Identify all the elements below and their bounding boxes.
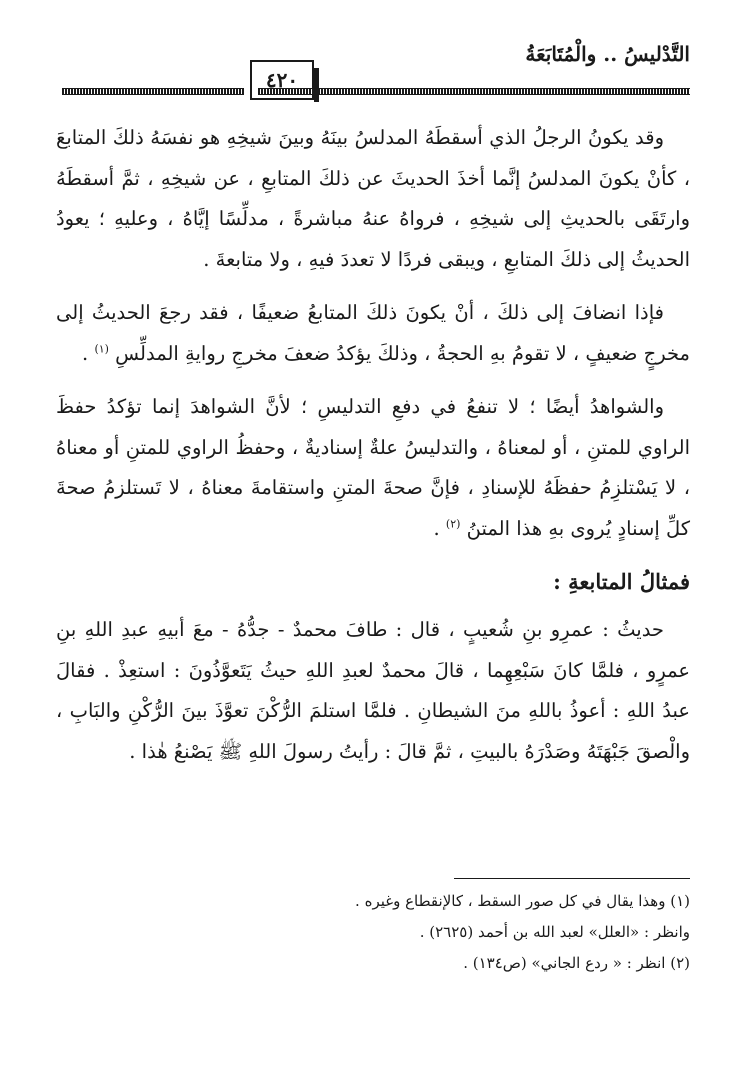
paragraph-3: والشواهدُ أيضًا ؛ لا تنفعُ في دفعِ التدليسِ ؛ لأنَّ الشواهدَ إنما تؤكدُ حفظَ الراوي للمتنِ ، أو لمعناهُ ، والتدليسُ علةٌ إسناديةٌ ، وحفظُ الراوي للمتنِ أو معناهُ ، لا يَسْتلزِمُ حفظَهُ للإسنادِ ، فإنَّ صحةَ المتنِ واستقامةَ معناهُ ، لا تَستلزمُ صحةَ كلِّ إسنادٍ يُروى بهِ هذا المتنُ $^{(٢)}$ . — [56, 395, 690, 540]
page-number: ٤٢٠ — [250, 60, 314, 100]
paragraph-1: وقد يكونُ الرجلُ الذي أسقطَهُ المدلسُ بينَهُ وبينَ شيخِهِ هو نفسَهُ ذلكَ المتابعَ ، كأنْ يكونَ المدلسُ إنَّما أخذَ الحديثَ عن ذلكَ المتابعِ ، عن شيخِهِ ، ثمَّ أسقطَهُ وارتَقَى بالحديثِ إلى شيخِهِ ، فرواهُ عنهُ مباشرةً ، مدلِّسًا إيَّاهُ ، وعليهِ ؛ يعودُ الحديثُ إلى ذلكَ المتابعِ ، ويبقى فردًا لا تعددَ فيهِ ، ولا متابعةَ . — [56, 126, 690, 271]
footnotes — [56, 886, 690, 979]
example-paragraph: حديثُ : عمرِو بنِ شُعيبٍ ، قال : طافَ محمدٌ - جدُّهُ - معَ أبيهِ عبدِ اللهِ بنِ عمرٍو ، فلمَّا كانَ سَبْعِهِما ، قالَ محمدٌ لعبدِ اللهِ حيثُ يَتَعوَّذُونَ : استعِذْ . فقالَ عبدُ اللهِ : أعوذُ باللهِ منَ الشيطانِ . فلمَّا استلمَ الرُّكْنَ تعوَّذَ بينَ الرُّكْنِ والبَابِ ، والْصقَ جَبْهَتَهُ وصَدْرَهُ بالبيتِ ، ثمَّ قالَ : رأيتُ رسولَ اللهِ ﷺ يَصْنعُ هٰذا . — [56, 618, 690, 763]
header-rule-right — [258, 88, 690, 95]
footnote-ref-2: (٢) — [445, 517, 461, 530]
header-rule-left — [62, 88, 244, 95]
footnote-ref-1: (١) — [94, 342, 109, 355]
footnote-2: (٢) انظر : « ردع الجاني» (ص١٣٤) . — [463, 954, 690, 972]
paragraph-2: فإذا انضافَ إلى ذلكَ ، أنْ يكونَ ذلكَ المتابعُ ضعيفًا ، فقد رجعَ الحديثُ إلى مخرجٍ ضعيفٍ ، لا تقومُ بهِ الحجةُ ، وذلكَ يؤكدُ ضعفَ مخرجِ روايةِ المدلِّسِ $^{(١)}$ . — [56, 301, 690, 365]
footnote-1-continued: وانظر : «العلل» لعبد الله بن أحمد (٢٦٢٥) . — [419, 923, 690, 941]
section-heading: فمثالُ المتابعةِ : — [553, 569, 690, 594]
main-text — [56, 118, 690, 785]
footnote-divider — [454, 878, 690, 879]
footnote-1: (١) وهذا يقال في كل صور السقط ، كالإنقطاع وغيره . — [355, 892, 690, 910]
running-head: التَّدْليسُ .. والْمُتَابَعَةُ — [525, 42, 690, 66]
